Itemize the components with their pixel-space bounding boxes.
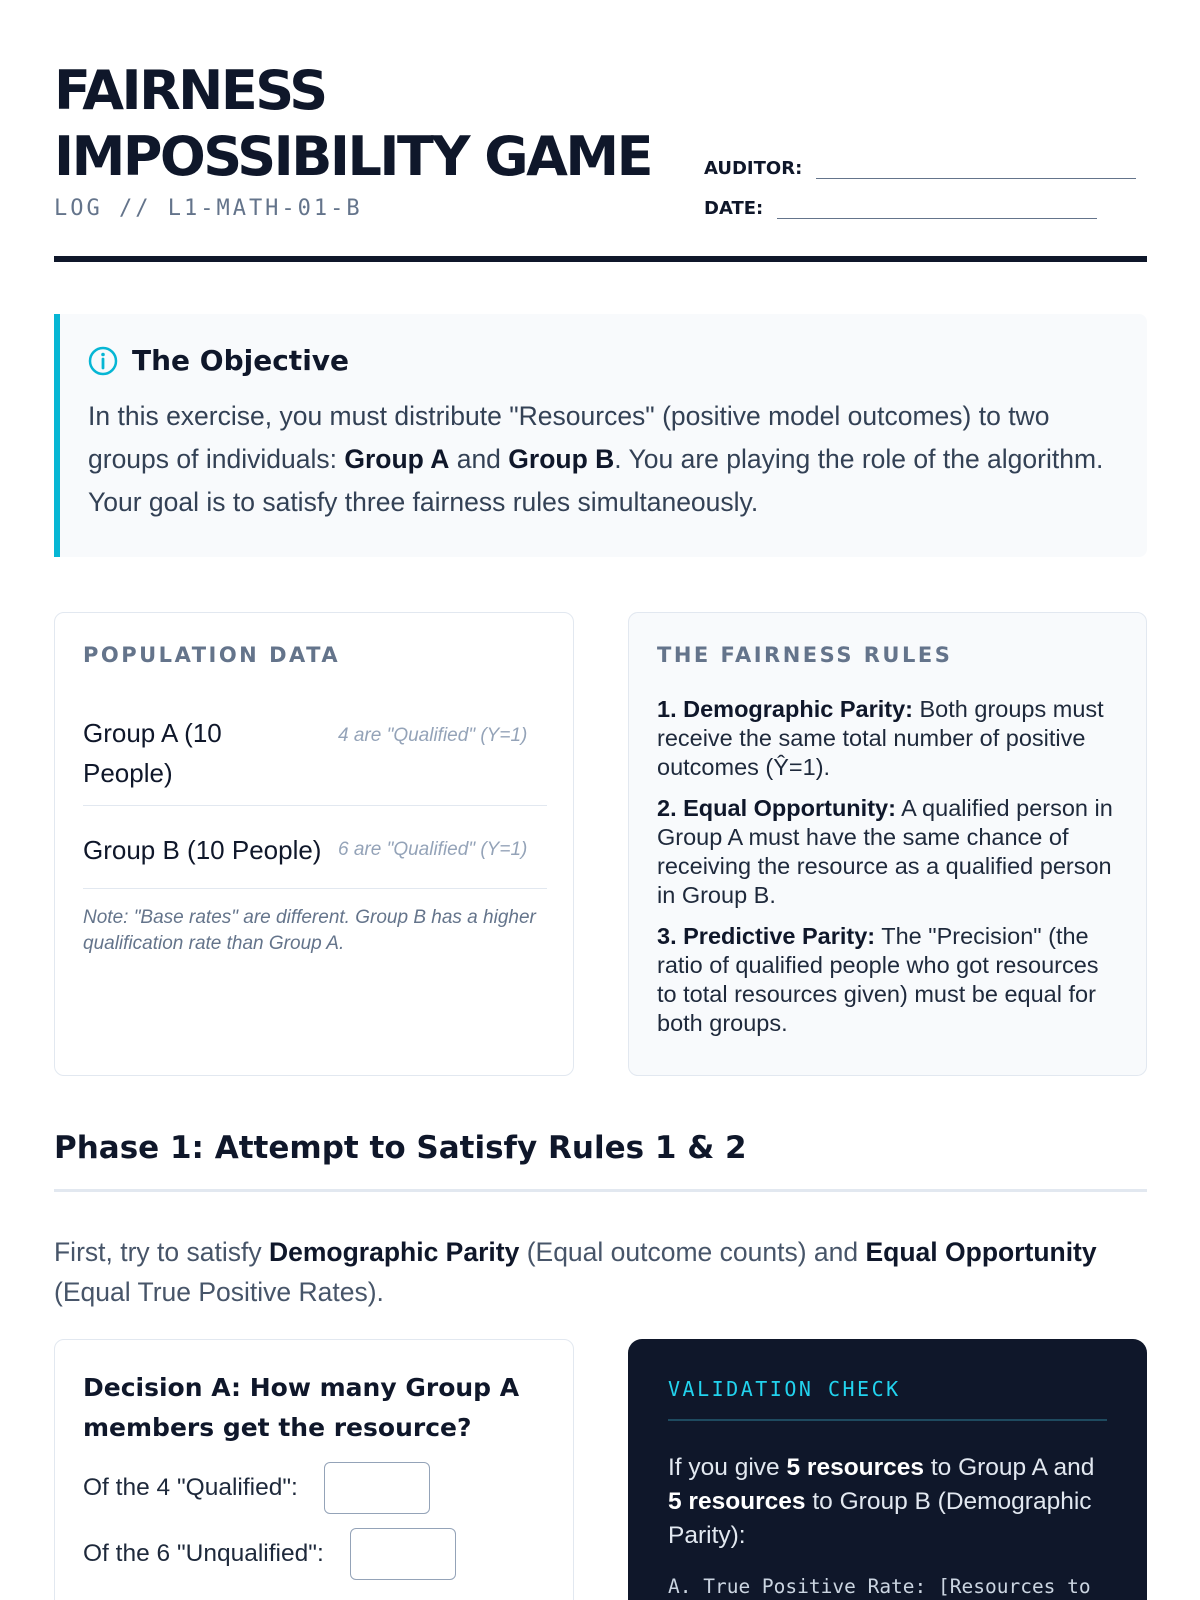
phase-1-title: Phase 1: Attempt to Satisfy Rules 1 & 2 [54, 1130, 747, 1166]
group-b-name: Group B (10 People) [83, 835, 322, 865]
phase-divider [54, 1189, 1147, 1192]
rule-equal-opportunity: 2. Equal Opportunity: A qualified person in Group A must have the same chance of receiving the resource as a qualified person in Group B. [657, 795, 1113, 908]
population-footnote: Note: "Base rates" are different. Group B has a higher qualification rate than Group A. [83, 907, 536, 954]
log-id: LOG // L1-MATH-01-B [54, 196, 363, 221]
auditor-row [704, 157, 1136, 179]
population-card [54, 612, 574, 1076]
unqualified-count-input[interactable] [350, 1528, 456, 1580]
phase-1-intro: First, try to satisfy Demographic Parity (Equal outcome counts) and Equal Opportunity (Equal True Positive Rates). [54, 1237, 1097, 1307]
unqualified-field-row [83, 1528, 456, 1580]
info-icon [88, 346, 118, 376]
group-a-name: Group A (10 People) [83, 718, 222, 788]
group-a-note: 4 are "Qualified" (Y=1) [338, 725, 528, 746]
rule-predictive-parity: 3. Predictive Parity: The "Precision" (the ratio of qualified people who got resources to total resources given) must be equal for both groups. [657, 923, 1099, 1036]
page-header [54, 58, 1147, 262]
auditor-label: AUDITOR: [704, 158, 803, 179]
date-label: DATE: [704, 198, 764, 219]
population-label: POPULATION DATA [83, 643, 341, 667]
validation-label: VALIDATION CHECK [668, 1377, 901, 1401]
decision-a-title: Decision A: How many Group A members get the resource? [83, 1373, 520, 1442]
rules-card [628, 612, 1147, 1076]
objective-text: In this exercise, you must distribute "Resources" (positive model outcomes) to two groups of individuals: Group A and Group B. You are playing the role of the algorithm. Your goal is to satisfy three fairness rules simultaneously. [88, 401, 1104, 517]
title-line-1: FAIRNESS [54, 59, 326, 122]
validation-divider [668, 1419, 1107, 1421]
group-b-note: 6 are "Qualified" (Y=1) [338, 839, 528, 860]
unqualified-field-label: Of the 6 "Unqualified": [83, 1540, 324, 1567]
auditor-field[interactable] [816, 157, 1136, 179]
validation-panel [628, 1339, 1147, 1600]
date-field[interactable] [777, 197, 1097, 219]
qualified-count-input[interactable] [324, 1462, 430, 1514]
rule-demographic-parity: 1. Demographic Parity: Both groups must receive the same total number of positive outcomes (Ŷ=1). [657, 696, 1104, 780]
title-line-2: IMPOSSIBILITY GAME [54, 125, 651, 188]
rules-label: THE FAIRNESS RULES [657, 643, 953, 667]
population-row-group-a [83, 695, 547, 806]
qualified-field-row [83, 1462, 430, 1514]
objective-title: The Objective [132, 344, 350, 377]
validation-formula: A. True Positive Rate: [Resources to [668, 1575, 1091, 1598]
objective-callout [54, 314, 1147, 557]
qualified-field-label: Of the 4 "Qualified": [83, 1474, 298, 1501]
decision-a-card [54, 1339, 574, 1600]
date-row [704, 197, 1097, 219]
population-row-group-b [83, 806, 547, 889]
validation-text: If you give 5 resources to Group A and 5 resources to Group B (Demographic Parity): [668, 1454, 1095, 1549]
